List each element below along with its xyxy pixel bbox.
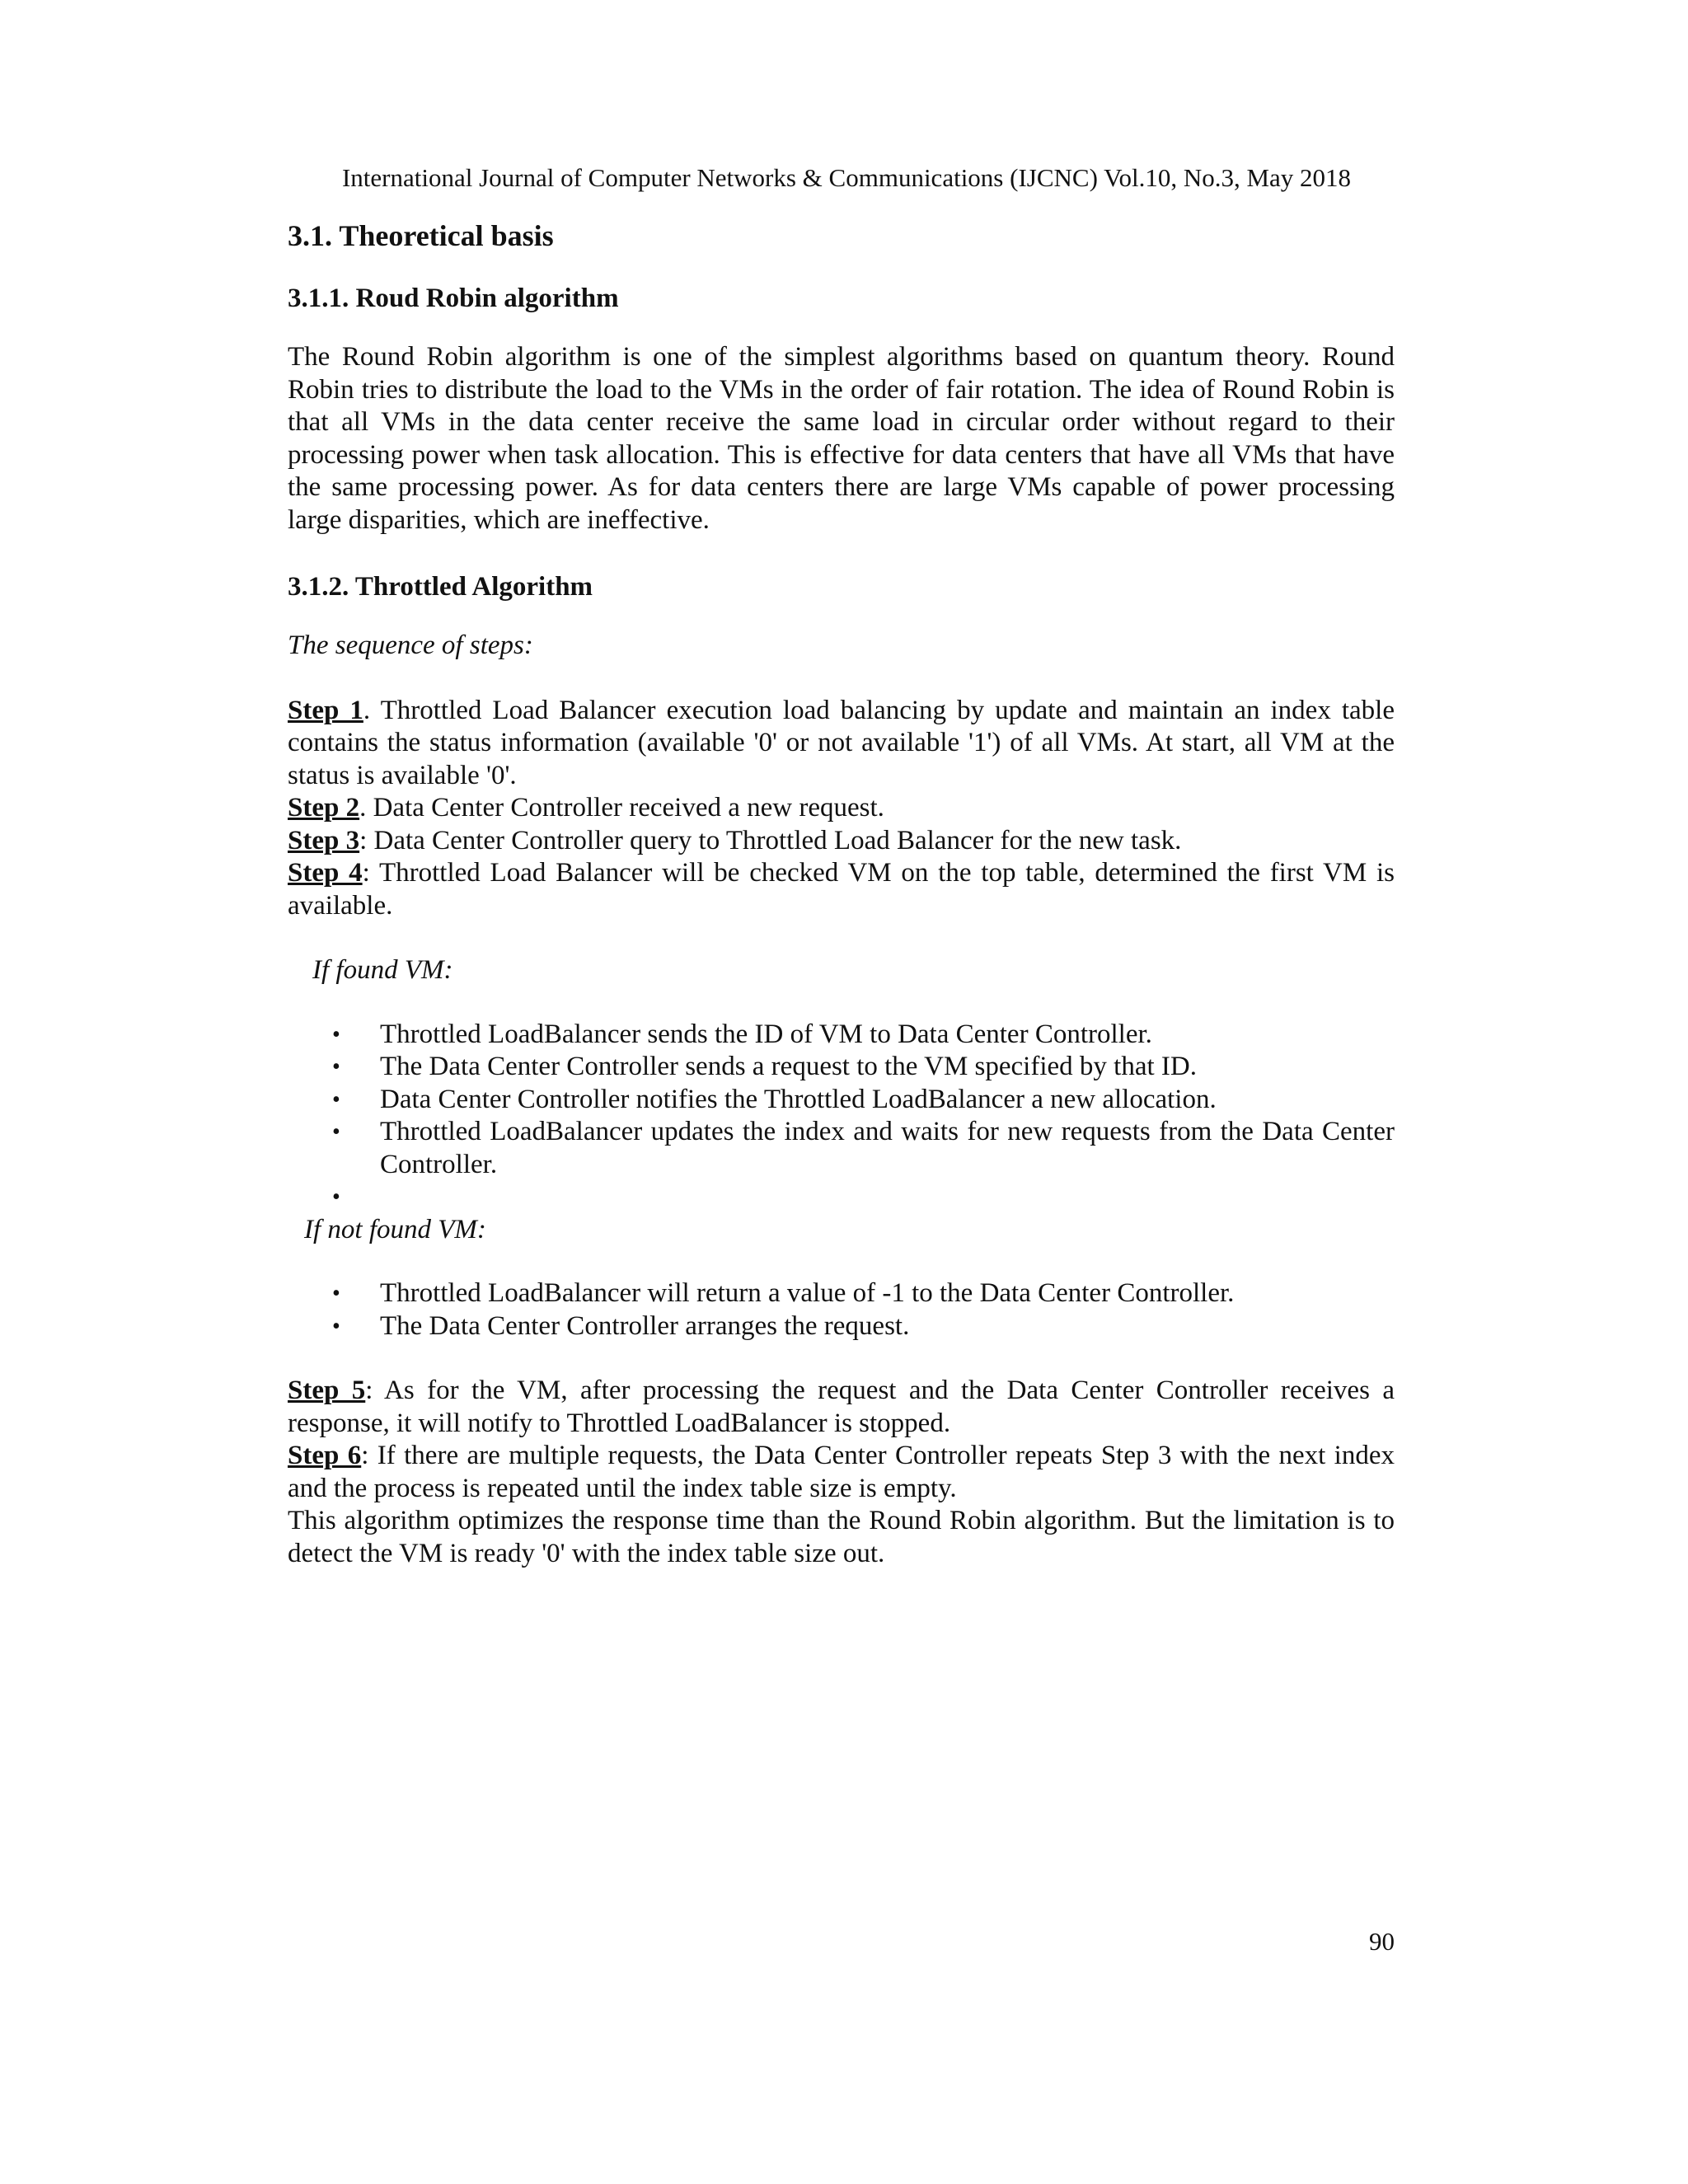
- list-item-text: Throttled LoadBalancer will return a value of -1 to the Data Center Controller.: [380, 1278, 1235, 1308]
- step-3: [288, 825, 1395, 858]
- list-item: [288, 1019, 1395, 1052]
- step-3-label: Step 3: [288, 825, 360, 855]
- step-5-label: Step 5: [288, 1376, 366, 1405]
- list-item: [288, 1277, 1395, 1310]
- round-robin-paragraph: The Round Robin algorithm is one of the simplest algorithms based on quantum theory. Round Robin tries to distribute the load to the VMs in the order of fair rotation. The idea of Round Robin is that all VMs in the data center receive the same load in circular order without regard to their processing power when task allocation. This is effective for data centers that have all VMs that have the same processing power. As for data centers there are large VMs capable of power processing large disparities, which are ineffective.: [288, 342, 1395, 535]
- bullet-icon: •: [332, 1021, 340, 1047]
- list-item: [288, 1116, 1395, 1181]
- section-heading: 3.1. Theoretical basis: [288, 219, 554, 252]
- step-5-text: : As for the VM, after processing the request and the Data Center Controller receives a response, it will notify to Throttled LoadBalancer is stopped.: [288, 1376, 1395, 1438]
- step-4: [288, 857, 1395, 922]
- list-item-text: Throttled LoadBalancer updates the index and waits for new requests from the Data Center Controller.: [380, 1117, 1395, 1179]
- step-2: [288, 792, 1395, 825]
- found-vm-list: [288, 1019, 1395, 1214]
- step-3-text: : Data Center Controller query to Throttled Load Balancer for the new task.: [359, 825, 1182, 855]
- step-4-text: : Throttled Load Balancer will be checked VM on the top table, determined the first VM is available.: [288, 858, 1395, 921]
- round-robin-heading: 3.1.1. Roud Robin algorithm: [288, 284, 619, 313]
- main-content: [288, 216, 1395, 1570]
- found-vm-label: If found VM:: [312, 955, 453, 985]
- step-2-label: Step 2: [288, 793, 360, 823]
- step-1: [288, 695, 1395, 793]
- list-item-text: The Data Center Controller sends a request to the VM specified by that ID.: [380, 1052, 1197, 1081]
- list-item: [288, 1051, 1395, 1084]
- step-4-label: Step 4: [288, 858, 363, 888]
- list-item: [288, 1310, 1395, 1343]
- step-5: [288, 1375, 1395, 1440]
- bullet-icon: •: [332, 1086, 340, 1113]
- step-6-text: : If there are multiple requests, the Data Center Controller repeats Step 3 with the next index and the process is repeated until the index table size is empty.: [288, 1441, 1395, 1503]
- sequence-label: The sequence of steps:: [288, 630, 533, 660]
- bullet-icon: •: [332, 1281, 340, 1306]
- bullet-icon: •: [332, 1119, 340, 1145]
- list-item-empty: [288, 1181, 1395, 1214]
- running-header: International Journal of Computer Networks & Communications (IJCNC) Vol.10, No.3, May 2018: [341, 163, 1352, 192]
- list-item: [288, 1084, 1395, 1117]
- list-item-text: The Data Center Controller arranges the request.: [380, 1310, 910, 1341]
- not-found-vm-label: If not found VM:: [304, 1214, 486, 1244]
- list-item-text: Data Center Controller notifies the Throttled LoadBalancer a new allocation.: [380, 1084, 1217, 1114]
- throttled-heading: 3.1.2. Throttled Algorithm: [288, 572, 593, 602]
- conclusion-paragraph: This algorithm optimizes the response time than the Round Robin algorithm. But the limitation is to detect the VM is ready '0' with the index table size out.: [288, 1506, 1395, 1568]
- bullet-icon: •: [332, 1184, 340, 1210]
- bullet-icon: •: [332, 1054, 340, 1080]
- not-found-vm-list: [288, 1277, 1395, 1343]
- step-1-text: . Throttled Load Balancer execution load balancing by update and maintain an index table contains the status information (available '0' or not available '1') of all VMs. At start, all VM at the status is available '0'.: [288, 695, 1395, 790]
- step-1-label: Step 1: [288, 695, 363, 725]
- step-6-label: Step 6: [288, 1441, 362, 1470]
- bullet-icon: •: [332, 1313, 340, 1339]
- step-2-text: . Data Center Controller received a new request.: [359, 793, 884, 823]
- step-6: [288, 1440, 1395, 1505]
- page-number: 90: [1369, 1927, 1395, 1956]
- list-item-text: Throttled LoadBalancer sends the ID of VM to Data Center Controller.: [380, 1019, 1152, 1049]
